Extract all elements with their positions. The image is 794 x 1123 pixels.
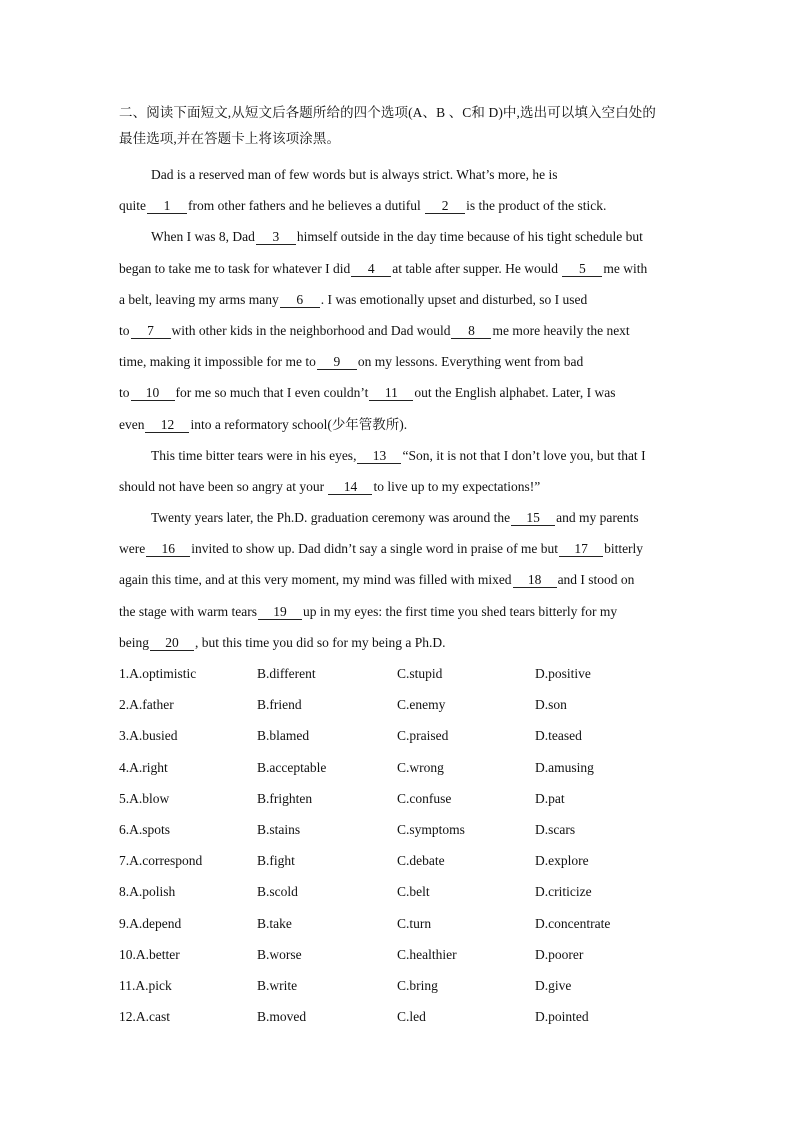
option-row-10 <box>119 939 679 970</box>
passage-text: to live up to my expectations!” <box>373 478 541 494</box>
blank-2: 2 <box>425 198 465 214</box>
option-6-b[interactable]: B.stains <box>257 821 301 837</box>
passage-text: the stage with warm tears <box>119 603 257 619</box>
passage-text: up in my eyes: the first time you shed tears bitterly for my <box>302 603 618 619</box>
option-11-a[interactable]: 11.A.pick <box>119 977 172 993</box>
passage-text: This time bitter tears were in his eyes, <box>151 447 357 463</box>
passage-text: is the product of the stick. <box>466 198 607 214</box>
blank-18: 18 <box>513 572 557 588</box>
option-5-c[interactable]: C.confuse <box>397 790 452 806</box>
passage-text: me with <box>603 260 648 276</box>
passage-text: a belt, leaving my arms many <box>119 291 279 307</box>
option-3-c[interactable]: C.praised <box>397 728 449 744</box>
passage-text: . I was emotionally upset and disturbed, so I used <box>320 291 588 307</box>
blank-6: 6 <box>280 292 320 308</box>
option-11-c[interactable]: C.bring <box>397 977 438 993</box>
passage-text: “Son, it is not that I don’t love you, but that I <box>402 447 646 463</box>
blank-13: 13 <box>357 448 401 464</box>
blank-14: 14 <box>328 479 372 495</box>
option-4-a[interactable]: 4.A.right <box>119 759 168 775</box>
option-8-b[interactable]: B.scold <box>257 884 298 900</box>
option-row-8 <box>119 876 679 907</box>
passage-text: again this time, and at this very moment, my mind was filled with mixed <box>119 572 512 588</box>
option-2-a[interactable]: 2.A.father <box>119 697 174 713</box>
passage-line <box>119 440 679 471</box>
option-3-b[interactable]: B.blamed <box>257 728 310 744</box>
passage-text: to <box>119 322 130 338</box>
passage-text: and I stood on <box>557 572 635 588</box>
option-4-c[interactable]: C.wrong <box>397 759 444 775</box>
option-6-d[interactable]: D.scars <box>535 821 576 837</box>
option-10-b[interactable]: B.worse <box>257 946 302 962</box>
blank-5: 5 <box>562 261 602 277</box>
option-1-c[interactable]: C.stupid <box>397 666 443 681</box>
option-7-d[interactable]: D.explore <box>535 853 589 869</box>
blank-9: 9 <box>317 354 357 370</box>
option-12-b[interactable]: B.moved <box>257 1009 307 1025</box>
passage-text: Twenty years later, the Ph.D. graduation ceremony was around the <box>151 510 511 526</box>
blank-1: 1 <box>147 198 187 214</box>
option-9-a[interactable]: 9.A.depend <box>119 915 182 931</box>
blank-15: 15 <box>511 510 555 526</box>
passage-line <box>119 564 679 595</box>
blank-8: 8 <box>451 323 491 339</box>
passage-text: from other fathers and he believes a dutiful <box>188 198 421 214</box>
option-7-c[interactable]: C.debate <box>397 853 445 869</box>
option-row-12 <box>119 1001 679 1032</box>
option-row-6 <box>119 814 679 845</box>
option-row-5 <box>119 783 679 814</box>
passage-text: even <box>119 416 145 432</box>
blank-17: 17 <box>559 541 603 557</box>
option-1-b[interactable]: B.different <box>257 666 316 681</box>
option-5-a[interactable]: 5.A.blow <box>119 790 170 806</box>
option-10-d[interactable]: D.poorer <box>535 946 584 962</box>
option-9-b[interactable]: B.take <box>257 915 292 931</box>
option-12-c[interactable]: C.led <box>397 1009 426 1025</box>
passage-text: were <box>119 541 146 557</box>
section-instructions <box>119 100 679 152</box>
passage-line <box>119 627 679 658</box>
option-4-d[interactable]: D.amusing <box>535 759 594 775</box>
passage-line <box>119 221 679 252</box>
passage-text: with other kids in the neighborhood and Dad would <box>171 322 451 338</box>
option-5-b[interactable]: B.frighten <box>257 790 313 806</box>
answer-options <box>119 658 679 1032</box>
passage-line <box>119 284 679 315</box>
passage-line <box>119 253 679 284</box>
option-row-1 <box>119 658 679 689</box>
option-2-b[interactable]: B.friend <box>257 697 302 713</box>
option-5-d[interactable]: D.pat <box>535 790 565 806</box>
option-6-a[interactable]: 6.A.spots <box>119 821 171 837</box>
option-12-d[interactable]: D.pointed <box>535 1009 589 1025</box>
option-2-c[interactable]: C.enemy <box>397 697 446 713</box>
passage-text: , but this time you did so for my being a Ph.D. <box>195 634 446 650</box>
passage-text: out the English alphabet. Later, I was <box>414 385 616 401</box>
option-row-4 <box>119 752 679 783</box>
option-row-9 <box>119 908 679 939</box>
passage-text: time, making it impossible for me to <box>119 354 316 370</box>
passage-line <box>119 159 679 190</box>
passage-text: at table after supper. He would <box>392 260 558 276</box>
option-1-a[interactable]: 1.A.optimistic <box>119 666 197 681</box>
option-1-d[interactable]: D.positive <box>535 666 591 681</box>
passage-line <box>119 471 679 502</box>
passage-text: to <box>119 385 130 401</box>
passage-text: for me so much that I even couldn’t <box>175 385 369 401</box>
instructions-line-2: 最佳选项,并在答题卡上将该项涂黑。 <box>119 131 341 146</box>
blank-10: 10 <box>131 385 175 401</box>
option-9-d[interactable]: D.concentrate <box>535 915 611 931</box>
option-2-d[interactable]: D.son <box>535 697 567 713</box>
blank-3: 3 <box>256 229 296 245</box>
option-row-7 <box>119 845 679 876</box>
option-6-c[interactable]: C.symptoms <box>397 821 465 837</box>
document-page <box>119 100 679 1032</box>
passage-line <box>119 346 679 377</box>
passage-text: bitterly <box>604 541 644 557</box>
passage-line <box>119 315 679 346</box>
passage-line <box>119 596 679 627</box>
cloze-passage <box>119 159 679 658</box>
option-row-11 <box>119 970 679 1001</box>
option-11-b[interactable]: B.write <box>257 977 298 993</box>
passage-text: and my parents <box>556 510 639 526</box>
passage-line <box>119 502 679 533</box>
passage-text: should not have been so angry at your <box>119 478 325 494</box>
option-row-3 <box>119 720 679 751</box>
passage-line <box>119 190 679 221</box>
blank-19: 19 <box>258 604 302 620</box>
blank-4: 4 <box>351 261 391 277</box>
passage-text: quite <box>119 198 146 214</box>
option-12-a[interactable]: 12.A.cast <box>119 1009 170 1025</box>
blank-12: 12 <box>145 417 189 433</box>
passage-text: me more heavily the next <box>492 322 630 338</box>
passage-line <box>119 409 679 440</box>
passage-text: on my lessons. Everything went from bad <box>357 354 584 370</box>
option-3-a[interactable]: 3.A.busied <box>119 728 178 744</box>
option-10-c[interactable]: C.healthier <box>397 946 457 962</box>
option-7-a[interactable]: 7.A.correspond <box>119 853 203 869</box>
option-8-c[interactable]: C.belt <box>397 884 430 900</box>
passage-text: invited to show up. Dad didn’t say a single word in praise of me but <box>191 541 559 557</box>
passage-text: began to take me to task for whatever I did <box>119 260 351 276</box>
option-4-b[interactable]: B.acceptable <box>257 759 327 775</box>
passage-line <box>119 377 679 408</box>
instructions-line-1: 二、阅读下面短文,从短文后各题所给的四个选项(A、B 、C和 D)中,选出可以填入空白处的 <box>119 105 656 120</box>
passage-text: himself outside in the day time because of his tight schedule but <box>296 229 643 245</box>
option-9-c[interactable]: C.turn <box>397 915 432 931</box>
option-11-d[interactable]: D.give <box>535 977 572 993</box>
option-8-a[interactable]: 8.A.polish <box>119 884 176 900</box>
option-8-d[interactable]: D.criticize <box>535 884 592 900</box>
passage-text: When I was 8, Dad <box>151 229 255 245</box>
passage-text: into a reformatory school(少年管教所). <box>190 416 408 432</box>
passage-line <box>119 533 679 564</box>
option-row-2 <box>119 689 679 720</box>
blank-7: 7 <box>131 323 171 339</box>
blank-16: 16 <box>146 541 190 557</box>
option-7-b[interactable]: B.fight <box>257 853 295 869</box>
passage-text: Dad is a reserved man of few words but is always strict. What’s more, he is <box>151 167 558 182</box>
option-10-a[interactable]: 10.A.better <box>119 946 180 962</box>
blank-11: 11 <box>369 385 413 401</box>
passage-text: being <box>119 634 149 650</box>
blank-20: 20 <box>150 635 194 651</box>
option-3-d[interactable]: D.teased <box>535 728 582 744</box>
